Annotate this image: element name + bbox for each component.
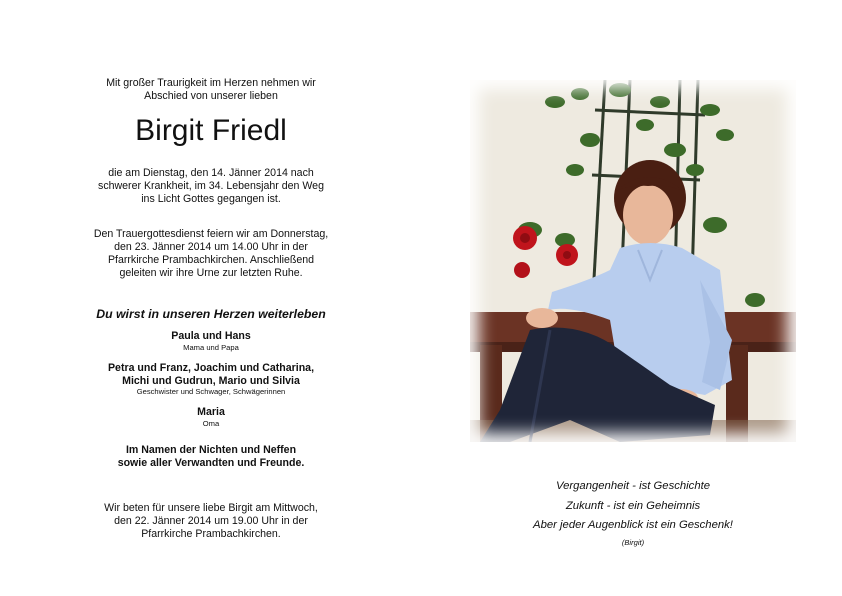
intro-line-2: Abschied von unserer lieben: [144, 90, 278, 102]
quote-line-3: Aber jeder Augenblick ist ein Geschenk!: [533, 519, 733, 531]
mourner-relation: Geschwister und Schwager, Schwägerinnen: [136, 387, 286, 396]
mourner-names: Maria: [197, 406, 225, 418]
mourner-names: Paula und Hans: [171, 330, 251, 342]
quote-line-2: Zukunft - ist ein Geheimnis: [565, 500, 701, 512]
motto: Du wirst in unseren Herzen weiterleben: [96, 307, 326, 321]
portrait-illustration: [470, 80, 796, 442]
prayer-line-3: Pfarrkirche Prambachkirchen.: [141, 528, 281, 540]
death-notice-line-1: die am Dienstag, den 14. Jänner 2014 nach: [108, 167, 314, 179]
mourner-names: Michi und Gudrun, Mario und Silvia: [122, 375, 300, 387]
mourner-names: Petra und Franz, Joachim und Catharina,: [107, 362, 315, 374]
prayer-line-2: den 22. Jänner 2014 um 19.00 Uhr in der: [114, 515, 308, 527]
portrait-photo: [470, 80, 796, 442]
mourner-relation: Oma: [202, 419, 220, 428]
prayer-line-1: Wir beten für unsere liebe Birgit am Mittwoch,: [104, 502, 318, 514]
death-notice-line-3: ins Licht Gottes gegangen ist.: [141, 193, 281, 205]
deceased-name: Birgit Friedl: [135, 114, 287, 147]
intro-line-1: Mit großer Traurigkeit im Herzen nehmen wir: [106, 77, 316, 89]
quote-signature: (Birgit): [621, 538, 645, 547]
service-line-4: geleiten wir ihre Urne zur letzten Ruhe.: [119, 267, 303, 279]
service-line-2: den 23. Jänner 2014 um 14.00 Uhr in der: [114, 241, 308, 253]
closing-line-2: sowie aller Verwandten und Freunde.: [117, 457, 305, 469]
closing-line-1: Im Namen der Nichten und Neffen: [125, 444, 297, 456]
service-line-3: Pfarrkirche Prambachkirchen. Anschließend: [107, 254, 315, 266]
death-notice-line-2: schwerer Krankheit, im 34. Lebensjahr den Weg: [98, 180, 324, 192]
service-line-1: Den Trauergottesdienst feiern wir am Donnerstag,: [93, 228, 329, 240]
mourner-relation: Mama und Papa: [183, 343, 239, 352]
quote-line-1: Vergangenheit - ist Geschichte: [555, 480, 711, 492]
